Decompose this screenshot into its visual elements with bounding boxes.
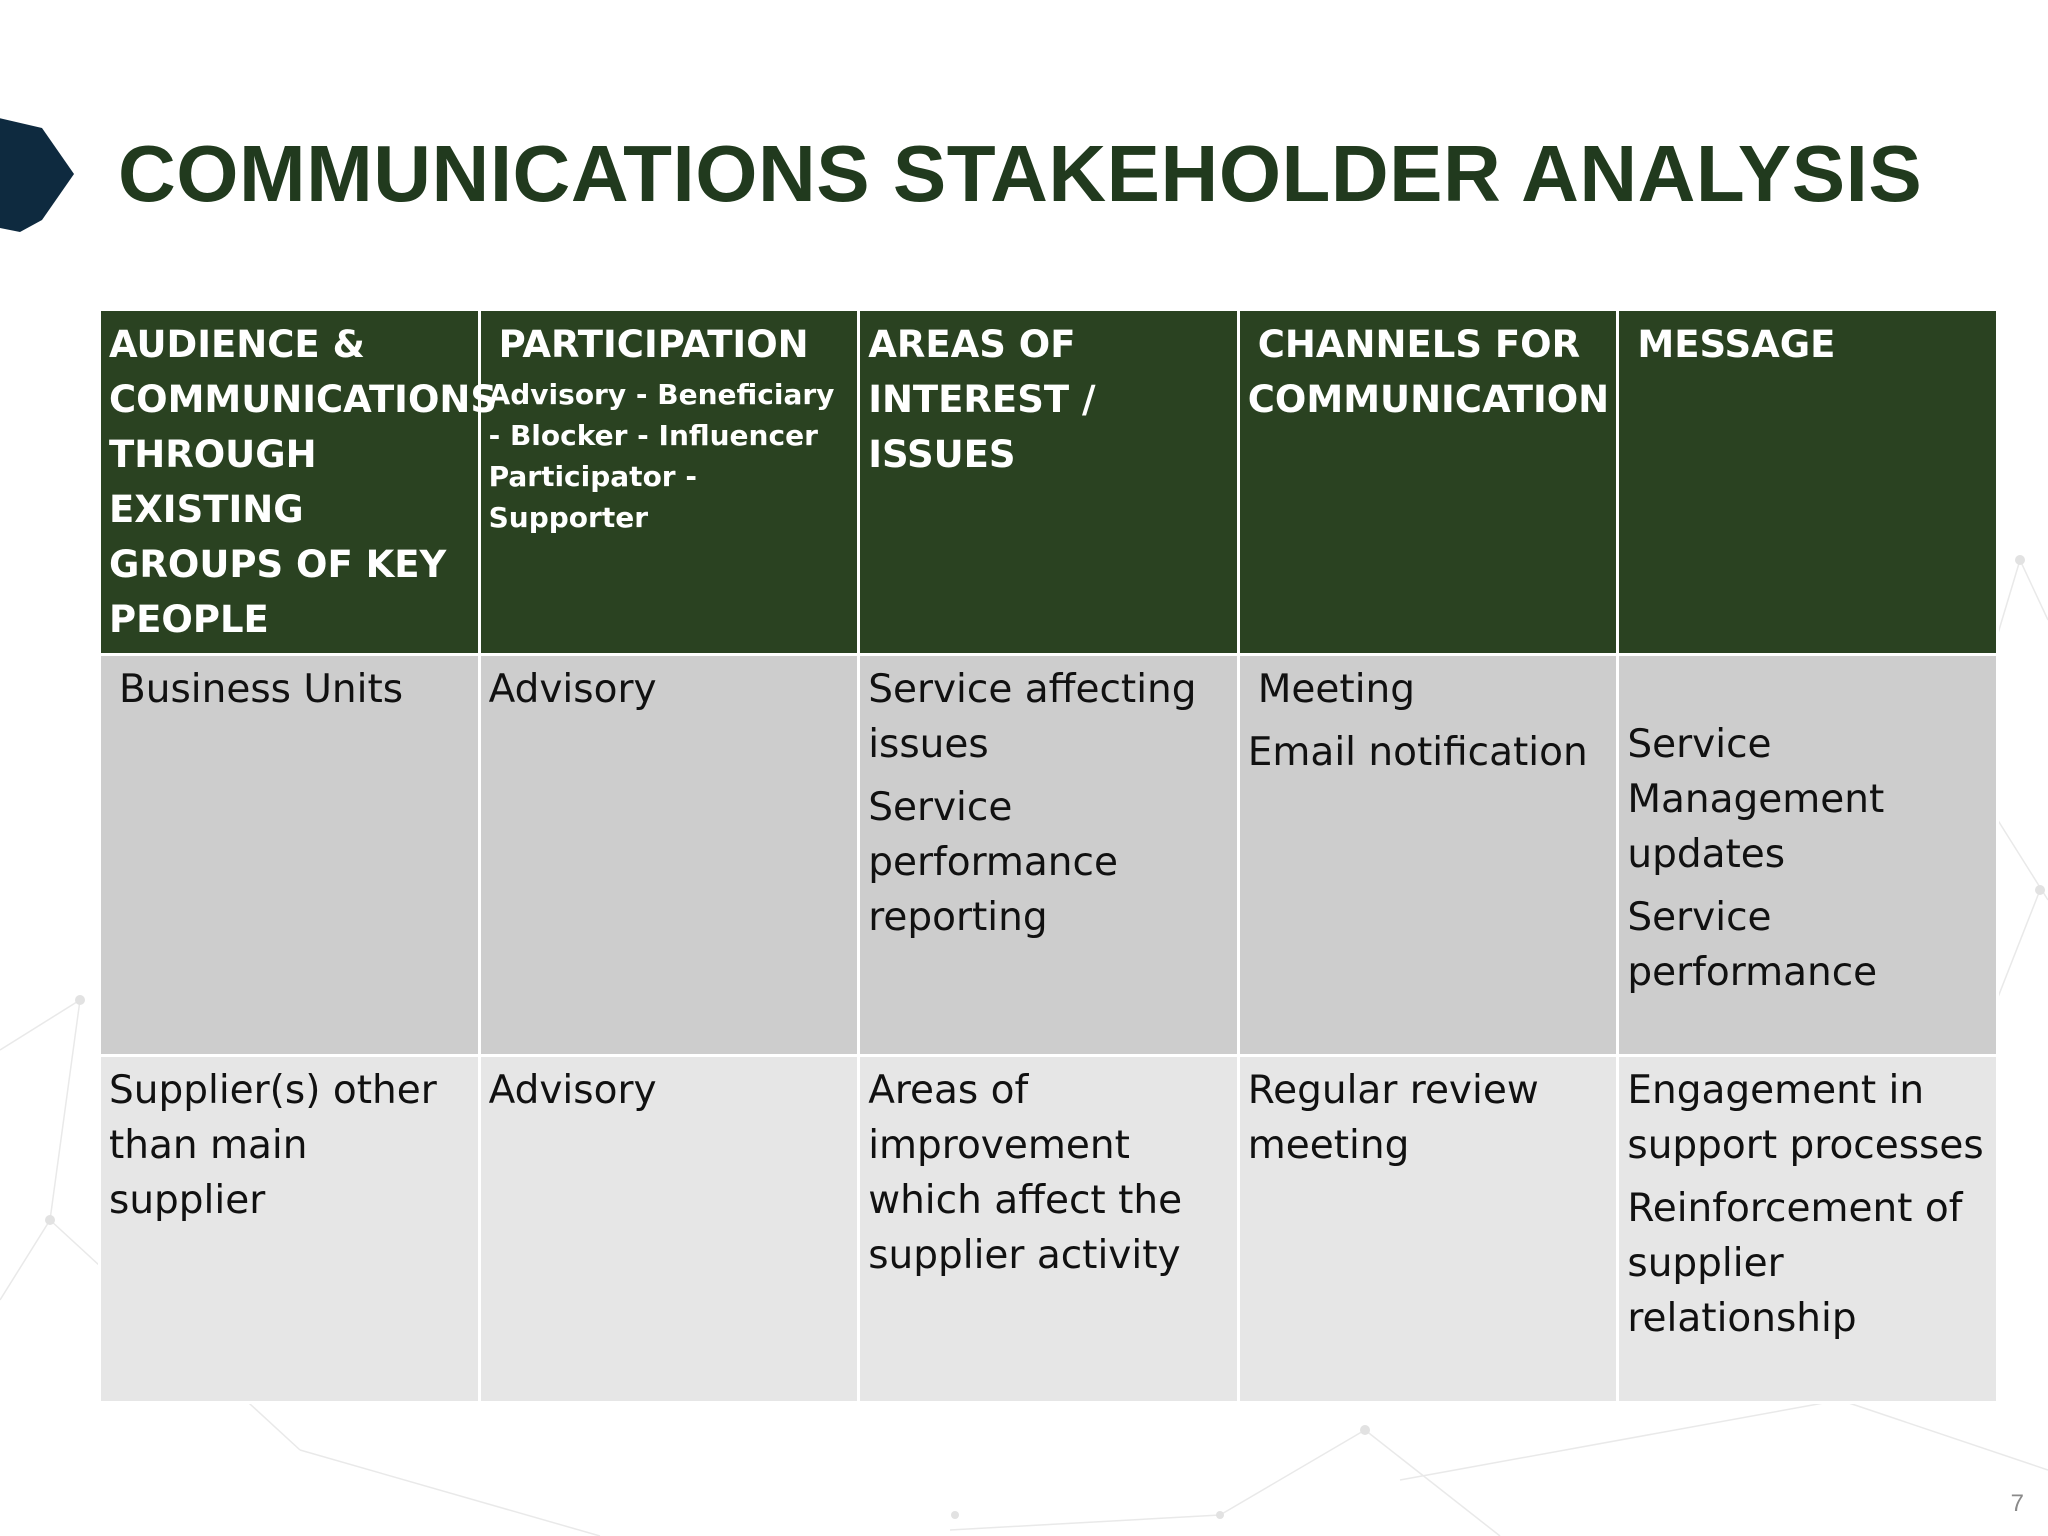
cell-audience bbox=[100, 1056, 480, 1403]
header-participation-label: PARTICIPATION bbox=[498, 323, 809, 366]
cell-channels-item: Email notification bbox=[1247, 730, 1588, 775]
header-participation bbox=[479, 310, 859, 655]
cell-audience bbox=[100, 655, 480, 1056]
cell-participation bbox=[479, 655, 859, 1056]
cell-audience-text: Supplier(s) other than main supplier bbox=[109, 1068, 437, 1223]
cell-message bbox=[1618, 655, 1998, 1056]
cell-interest-item: Areas of improvement which affect the supplier activity bbox=[868, 1068, 1183, 1278]
header-participation-sublabel: Advisory - Beneficiary - Blocker - Influencer Participator - Supporter bbox=[488, 378, 835, 534]
cell-participation bbox=[479, 1056, 859, 1403]
cell-interest bbox=[859, 1056, 1239, 1403]
page-number: 7 bbox=[2010, 1490, 2024, 1517]
header-interest-label: AREAS OF INTEREST / ISSUES bbox=[868, 323, 1096, 476]
cell-channels bbox=[1238, 655, 1618, 1056]
cell-audience-text: Business Units bbox=[119, 667, 404, 712]
cell-interest-item: Service affecting issues bbox=[868, 667, 1197, 767]
cell-message-item: Reinforcement of supplier relationship bbox=[1627, 1186, 1963, 1341]
cell-message-item: Service Management updates bbox=[1627, 722, 1885, 877]
cell-message-item: Engagement in support processes bbox=[1627, 1068, 1984, 1168]
header-message bbox=[1618, 310, 1998, 655]
table-row bbox=[100, 1056, 1998, 1403]
cell-channels-item: Regular review meeting bbox=[1247, 1068, 1539, 1168]
stakeholder-analysis-table bbox=[98, 308, 1999, 1404]
header-message-label: MESSAGE bbox=[1637, 323, 1836, 366]
cell-message-item: Service performance bbox=[1627, 895, 1878, 995]
cell-channels bbox=[1238, 1056, 1618, 1403]
hexagon-accent-shape bbox=[0, 116, 74, 232]
cell-participation-text: Advisory bbox=[488, 1068, 657, 1113]
header-audience-label: AUDIENCE & COMMUNICATIONS THROUGH EXISTING GROUPS OF KEY PEOPLE bbox=[109, 323, 498, 641]
cell-interest bbox=[859, 655, 1239, 1056]
page-title: COMMUNICATIONS STAKEHOLDER ANALYSIS bbox=[118, 129, 1923, 218]
header-channels-label: CHANNELS FOR COMMUNICATION bbox=[1247, 323, 1610, 421]
header-audience bbox=[100, 310, 498, 655]
table-row bbox=[100, 655, 1998, 1056]
cell-channels-item: Meeting bbox=[1257, 667, 1416, 712]
cell-interest-item: Service performance reporting bbox=[868, 785, 1118, 940]
header-interest bbox=[859, 310, 1239, 655]
table-header-row bbox=[100, 310, 1998, 655]
cell-participation-text: Advisory bbox=[488, 667, 657, 712]
cell-message bbox=[1618, 1056, 1998, 1403]
header-channels bbox=[1238, 310, 1618, 655]
